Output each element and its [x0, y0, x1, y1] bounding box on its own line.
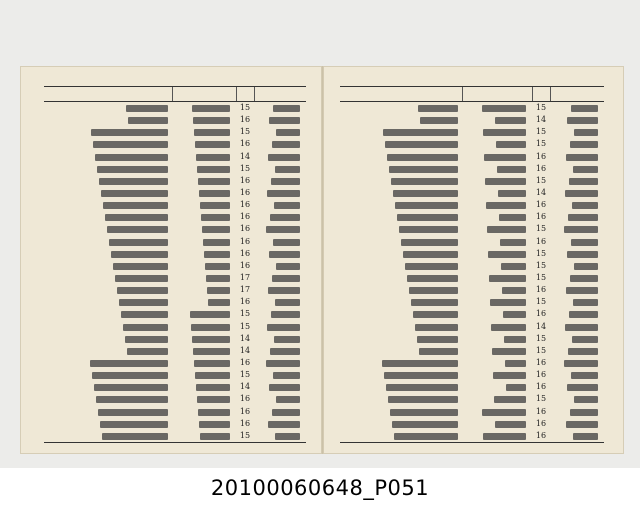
cell-address — [403, 251, 458, 258]
table-row — [44, 296, 306, 309]
cell-age: 14 — [239, 151, 251, 161]
cell-age: 16 — [535, 370, 547, 380]
cell-address — [417, 336, 458, 343]
table-row — [340, 406, 604, 419]
cell-origin — [193, 117, 230, 124]
left-header-age — [236, 87, 255, 101]
cell-name — [571, 239, 598, 246]
cell-origin — [204, 251, 230, 258]
cell-age: 15 — [535, 297, 547, 307]
cell-origin — [504, 336, 526, 343]
cell-age: 16 — [535, 430, 547, 440]
cell-address — [392, 421, 458, 428]
table-row — [340, 248, 604, 261]
cell-origin — [496, 141, 526, 148]
table-row — [340, 345, 604, 358]
cell-age: 17 — [239, 273, 251, 282]
page-side-mark — [6, 277, 14, 291]
table-row — [44, 333, 306, 346]
cell-age: 16 — [535, 285, 547, 295]
cell-name — [567, 384, 598, 391]
cell-age: 16 — [239, 200, 251, 210]
left-header-address — [44, 87, 172, 101]
table-row — [44, 175, 306, 188]
cell-name — [567, 117, 598, 124]
cell-origin — [506, 384, 526, 391]
cell-origin — [206, 275, 230, 282]
cell-name — [270, 348, 300, 355]
cell-age: 15 — [535, 333, 547, 343]
table-row — [44, 381, 306, 394]
table-row — [340, 296, 604, 309]
cell-address — [113, 263, 168, 270]
cell-origin — [482, 105, 526, 112]
right-header-name — [550, 87, 605, 101]
cell-name — [572, 202, 598, 209]
table-row — [340, 163, 604, 176]
cell-age: 16 — [535, 358, 547, 367]
table-row — [340, 393, 604, 406]
right-header-age — [532, 87, 551, 101]
cell-origin — [485, 178, 526, 185]
table-row — [340, 211, 604, 224]
cell-name — [571, 105, 598, 112]
cell-name — [274, 336, 300, 343]
left-roster-table — [44, 86, 306, 443]
table-row — [340, 199, 604, 212]
cell-address — [93, 141, 168, 148]
cell-origin — [201, 214, 230, 221]
cell-age: 14 — [535, 188, 547, 197]
cell-age: 15 — [535, 394, 547, 404]
right-roster-table — [340, 86, 604, 443]
cell-origin — [200, 202, 230, 209]
cell-origin — [501, 263, 526, 270]
cell-name — [569, 311, 598, 318]
cell-origin — [203, 239, 230, 246]
image-caption: 20100060648_P051 — [210, 476, 430, 500]
cell-address — [109, 239, 168, 246]
cell-address — [96, 396, 168, 403]
cell-age: 15 — [535, 127, 547, 137]
cell-name — [273, 372, 300, 379]
cell-name — [272, 275, 300, 282]
cell-age: 14 — [239, 382, 251, 392]
cell-age: 16 — [239, 358, 251, 367]
cell-address — [121, 311, 168, 318]
cell-address — [117, 287, 168, 294]
cell-name — [569, 178, 598, 185]
cell-address — [387, 154, 458, 161]
cell-origin — [197, 166, 230, 173]
cell-origin — [484, 154, 526, 161]
cell-name — [570, 275, 598, 282]
cell-origin — [494, 396, 526, 403]
cell-name — [267, 324, 300, 331]
table-row — [340, 223, 604, 236]
table-row — [44, 248, 306, 261]
cell-name — [269, 117, 300, 124]
cell-age: 16 — [239, 175, 251, 185]
left-header-name — [254, 87, 307, 101]
cell-name — [275, 166, 300, 173]
left-header-origin — [172, 87, 237, 101]
cell-address — [388, 396, 458, 403]
cell-address — [397, 214, 458, 221]
cell-address — [97, 166, 168, 173]
cell-name — [570, 409, 598, 416]
cell-origin — [194, 129, 230, 136]
cell-address — [389, 166, 458, 173]
cell-origin — [493, 372, 526, 379]
cell-origin — [495, 117, 526, 124]
table-row — [44, 284, 306, 297]
cell-age: 15 — [535, 139, 547, 149]
cell-name — [271, 311, 300, 318]
cell-address — [419, 348, 458, 355]
table-row — [44, 199, 306, 212]
cell-age: 14 — [535, 115, 547, 125]
cell-age: 14 — [535, 321, 547, 331]
cell-origin — [500, 239, 526, 246]
cell-age: 15 — [239, 370, 251, 380]
cell-age: 16 — [239, 139, 251, 149]
cell-name — [267, 190, 300, 197]
table-row — [44, 406, 306, 419]
cell-origin — [498, 190, 526, 197]
cell-origin — [499, 214, 526, 221]
cell-name — [565, 190, 598, 197]
table-row — [44, 272, 306, 285]
cell-name — [269, 384, 300, 391]
table-row — [340, 272, 604, 285]
cell-age: 16 — [535, 418, 547, 428]
cell-name — [276, 396, 300, 403]
cell-age: 16 — [535, 309, 547, 319]
cell-origin — [192, 336, 230, 343]
cell-origin — [200, 433, 230, 440]
cell-age: 16 — [535, 151, 547, 161]
cell-age: 15 — [239, 321, 251, 331]
document-page — [20, 66, 624, 454]
table-row — [340, 236, 604, 249]
cell-age: 16 — [239, 394, 251, 404]
cell-age: 14 — [239, 345, 251, 355]
cell-address — [94, 384, 168, 391]
cell-name — [276, 263, 300, 270]
cell-origin — [199, 190, 230, 197]
cell-age: 15 — [535, 345, 547, 355]
cell-origin — [487, 226, 526, 233]
cell-name — [273, 105, 300, 112]
right-header-origin — [462, 87, 533, 101]
cell-name — [571, 372, 598, 379]
cell-age: 16 — [535, 200, 547, 210]
cell-name — [564, 226, 598, 233]
cell-name — [266, 226, 300, 233]
cell-origin — [502, 287, 526, 294]
cell-origin — [489, 275, 526, 282]
table-row — [44, 321, 306, 334]
cell-address — [100, 421, 168, 428]
table-row — [44, 126, 306, 139]
cell-name — [573, 299, 598, 306]
cell-name — [274, 202, 300, 209]
table-row — [340, 333, 604, 346]
table-row — [44, 430, 306, 443]
table-row — [44, 418, 306, 431]
cell-address — [409, 287, 458, 294]
table-row — [340, 175, 604, 188]
cell-address — [111, 251, 168, 258]
cell-origin — [483, 129, 526, 136]
cell-address — [101, 190, 168, 197]
cell-origin — [193, 348, 230, 355]
cell-name — [272, 409, 300, 416]
cell-origin — [195, 141, 230, 148]
cell-address — [399, 226, 458, 233]
cell-address — [405, 263, 458, 270]
cell-age: 16 — [535, 406, 547, 416]
cell-address — [92, 372, 168, 379]
cell-address — [384, 372, 458, 379]
cell-address — [413, 311, 458, 318]
cell-origin — [192, 105, 230, 112]
cell-address — [103, 202, 168, 209]
table-row — [44, 236, 306, 249]
cell-origin — [195, 372, 230, 379]
cell-age: 16 — [239, 297, 251, 307]
cell-address — [394, 433, 458, 440]
cell-age: 16 — [239, 248, 251, 258]
cell-origin — [488, 251, 526, 258]
cell-address — [126, 105, 168, 112]
cell-age: 16 — [535, 236, 547, 246]
cell-address — [390, 409, 458, 416]
cell-name — [566, 421, 598, 428]
cell-age: 15 — [535, 248, 547, 258]
cell-age: 16 — [239, 260, 251, 270]
table-row — [340, 321, 604, 334]
cell-address — [393, 190, 458, 197]
cell-origin — [486, 202, 526, 209]
table-row — [44, 211, 306, 224]
table-row — [340, 260, 604, 273]
cell-address — [105, 214, 168, 221]
cell-origin — [202, 226, 230, 233]
right-table-header — [340, 87, 604, 102]
cell-age: 15 — [239, 309, 251, 319]
cell-name — [572, 336, 598, 343]
cell-name — [269, 251, 300, 258]
cell-age: 15 — [239, 103, 251, 112]
cell-address — [385, 141, 458, 148]
cell-address — [125, 336, 168, 343]
cell-address — [411, 299, 458, 306]
page-fold — [321, 66, 324, 454]
cell-age: 15 — [535, 273, 547, 282]
table-row — [340, 381, 604, 394]
left-table-rows — [44, 102, 306, 442]
cell-age: 16 — [535, 163, 547, 173]
cell-age: 17 — [239, 285, 251, 295]
cell-address — [391, 178, 458, 185]
cell-origin — [491, 324, 526, 331]
right-table-rows — [340, 102, 604, 442]
cell-origin — [197, 396, 230, 403]
cell-origin — [198, 409, 230, 416]
cell-address — [98, 409, 168, 416]
cell-address — [420, 117, 458, 124]
left-table-header — [44, 87, 306, 102]
table-row — [44, 163, 306, 176]
cell-address — [91, 129, 168, 136]
cell-address — [415, 324, 458, 331]
cell-address — [102, 433, 168, 440]
cell-origin — [196, 384, 230, 391]
cell-origin — [503, 311, 526, 318]
cell-name — [271, 178, 300, 185]
cell-address — [127, 348, 168, 355]
cell-name — [268, 154, 300, 161]
cell-name — [565, 324, 598, 331]
cell-name — [574, 396, 598, 403]
cell-name — [273, 239, 300, 246]
table-row — [340, 126, 604, 139]
table-row — [340, 114, 604, 127]
table-row — [44, 308, 306, 321]
table-row — [340, 102, 604, 115]
cell-name — [573, 433, 598, 440]
cell-origin — [198, 178, 230, 185]
cell-origin — [495, 421, 526, 428]
table-row — [340, 418, 604, 431]
table-row — [340, 187, 604, 200]
cell-address — [382, 360, 458, 367]
cell-address — [123, 324, 168, 331]
cell-name — [272, 141, 300, 148]
cell-age: 16 — [239, 115, 251, 125]
cell-name — [568, 348, 598, 355]
cell-age: 15 — [239, 163, 251, 173]
cell-age: 16 — [239, 418, 251, 428]
cell-age: 15 — [535, 260, 547, 270]
cell-name — [566, 287, 598, 294]
cell-name — [268, 421, 300, 428]
cell-age: 16 — [239, 188, 251, 197]
cell-age: 16 — [535, 212, 547, 222]
cell-age: 15 — [535, 103, 547, 112]
table-row — [44, 151, 306, 164]
cell-name — [275, 433, 300, 440]
table-row — [44, 114, 306, 127]
cell-age: 16 — [239, 236, 251, 246]
cell-name — [276, 129, 300, 136]
cell-address — [383, 129, 458, 136]
page-header-text — [334, 72, 604, 86]
cell-name — [568, 214, 598, 221]
cell-name — [566, 154, 598, 161]
table-row — [340, 284, 604, 297]
cell-origin — [207, 287, 230, 294]
cell-age: 15 — [239, 127, 251, 137]
table-row — [340, 357, 604, 370]
cell-name — [570, 141, 598, 148]
cell-origin — [191, 324, 230, 331]
cell-age: 16 — [239, 406, 251, 416]
cell-origin — [490, 299, 526, 306]
cell-name — [567, 251, 598, 258]
cell-address — [401, 239, 458, 246]
table-row — [340, 430, 604, 443]
table-row — [340, 151, 604, 164]
cell-name — [268, 287, 300, 294]
cell-address — [418, 105, 458, 112]
cell-origin — [208, 299, 230, 306]
cell-address — [95, 154, 168, 161]
cell-name — [270, 214, 300, 221]
table-row — [44, 102, 306, 115]
cell-age: 15 — [535, 175, 547, 185]
cell-origin — [199, 421, 230, 428]
cell-age: 16 — [535, 382, 547, 392]
table-row — [340, 308, 604, 321]
table-row — [340, 138, 604, 151]
table-row — [44, 357, 306, 370]
cell-address — [407, 275, 458, 282]
cell-name — [266, 360, 300, 367]
cell-address — [395, 202, 458, 209]
cell-origin — [482, 409, 526, 416]
cell-name — [275, 299, 300, 306]
cell-address — [107, 226, 168, 233]
cell-address — [99, 178, 168, 185]
cell-age: 16 — [239, 212, 251, 222]
table-row — [44, 345, 306, 358]
cell-name — [574, 263, 598, 270]
table-row — [340, 369, 604, 382]
cell-age: 15 — [239, 430, 251, 440]
table-row — [44, 223, 306, 236]
table-row — [44, 187, 306, 200]
table-row — [44, 138, 306, 151]
cell-age: 14 — [239, 333, 251, 343]
cell-address — [115, 275, 168, 282]
cell-origin — [205, 263, 230, 270]
table-row — [44, 393, 306, 406]
cell-origin — [196, 154, 230, 161]
cell-name — [574, 129, 598, 136]
cell-origin — [497, 166, 526, 173]
cell-age: 15 — [535, 224, 547, 234]
table-row — [44, 369, 306, 382]
cell-origin — [483, 433, 526, 440]
cell-origin — [505, 360, 526, 367]
cell-name — [573, 166, 598, 173]
cell-address — [386, 384, 458, 391]
cell-address — [119, 299, 168, 306]
table-row — [44, 260, 306, 273]
cell-address — [128, 117, 168, 124]
cell-origin — [190, 311, 230, 318]
cell-address — [90, 360, 168, 367]
cell-age: 16 — [239, 224, 251, 234]
cell-origin — [194, 360, 230, 367]
right-header-address — [340, 87, 462, 101]
cell-origin — [492, 348, 526, 355]
cell-name — [564, 360, 598, 367]
